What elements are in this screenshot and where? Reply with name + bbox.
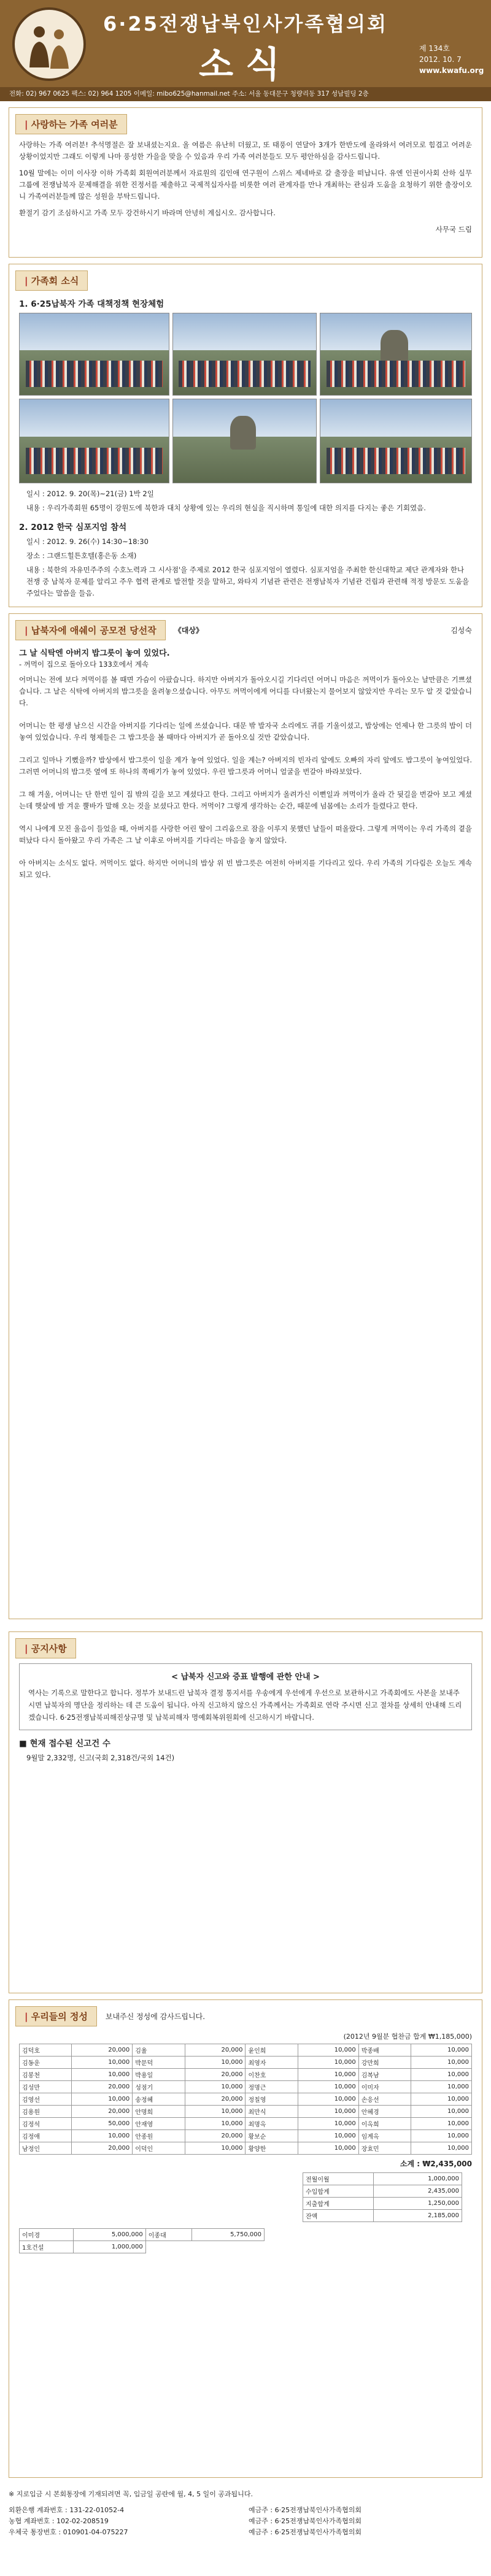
table-row (303, 2173, 462, 2185)
table-cell: 10,000 (298, 2142, 358, 2155)
table-cell: 10,000 (411, 2106, 472, 2118)
greeting-section (9, 107, 482, 258)
event-photo (172, 313, 317, 396)
account-line: 외환은행 계좌번호 : 131-22-01052-4 (9, 2506, 125, 2514)
table-cell: 10,000 (185, 2118, 246, 2130)
table-cell: 박종배 (358, 2044, 411, 2057)
table-cell: 10,000 (298, 2069, 358, 2081)
table-cell: 10,000 (411, 2093, 472, 2106)
organization-name: 6·25전쟁납북인사가족협의회 (103, 12, 388, 36)
contact-bar: 전화: 02) 967 0625 팩스: 02) 964 1205 이메일: mibo625@hanmail.net 주소: 서울 동대문구 청량리동 317 성남빌딩 2층 (0, 87, 491, 101)
organization-logo (12, 7, 86, 81)
table-cell: 김봉천 (20, 2069, 72, 2081)
table-cell: 20,000 (185, 2130, 246, 2142)
account-holder: 예금주 : 6·25전쟁납북인사가족협의회 (249, 2506, 361, 2514)
table-cell: 황보순 (246, 2130, 298, 2142)
donations-subtitle: 보내주신 정성에 감사드립니다. (105, 2012, 206, 2021)
table-cell: 10,000 (185, 2057, 246, 2069)
section-heading: | 가족회 소식 (15, 270, 88, 291)
table-cell: 20,000 (72, 2106, 133, 2118)
table-cell: 전월이월 (303, 2173, 374, 2185)
event-photo (320, 313, 472, 396)
table-cell: 1,000,000 (373, 2173, 462, 2185)
table-cell: 최만식 (246, 2106, 298, 2118)
table-cell: 10,000 (411, 2057, 472, 2069)
period-note: (2012년 9월분 협찬금 합계 ₩1,185,000) (343, 2033, 472, 2041)
table-cell: 10,000 (411, 2069, 472, 2081)
table-cell: 송정혜 (133, 2093, 185, 2106)
table-cell: 50,000 (72, 2118, 133, 2130)
table-row (20, 2118, 472, 2130)
table-cell: 김동운 (20, 2057, 72, 2069)
table-cell: 이종대 (145, 2229, 191, 2241)
news-item-title: 2. 2012 한국 심포지엄 참석 (19, 523, 127, 532)
table-cell: 1호건설 (20, 2241, 74, 2253)
table-cell: 1,250,000 (373, 2198, 462, 2210)
table-cell: 윤인희 (246, 2044, 298, 2057)
table-cell: 10,000 (72, 2069, 133, 2081)
table-cell: 10,000 (411, 2118, 472, 2130)
table-cell: 손응선 (358, 2093, 411, 2106)
table-cell: 김복남 (358, 2069, 411, 2081)
table-cell: 5,000,000 (73, 2229, 145, 2241)
table-row (20, 2069, 472, 2081)
status-text: 9월말 2,332명, 신고(국회 2,318건/국외 14건) (26, 1754, 175, 1762)
section-heading: | 사랑하는 가족 여러분 (15, 114, 127, 134)
table-cell: 10,000 (411, 2130, 472, 2142)
table-cell: 김정석 (20, 2118, 72, 2130)
essay-paragraph: 어머니는 전에 보다 꺼먹이를 볼 때면 가슴이 아팠습니다. 하지만 아버지가 돌아오시길 기다리던 어머니 마음은 꺼먹이가 돌아오는 날만큼은 기쁘셨습니다. 그 날은 식탁에 아버지의 밥그릇을 올려놓으셨습니다. 아무도 꺼먹이에게 어디를 다녀왔는지 물어보지 않았지만 우리는 모두 알 것 같았습니다. (19, 675, 472, 707)
table-cell: 박문덕 (133, 2057, 185, 2069)
news-bullet: 일시 : 2012. 9. 20(목)~21(금) 1박 2일 (26, 489, 154, 498)
table-row (303, 2185, 462, 2198)
status-title: ■ 현재 접수된 신고건 수 (19, 1739, 110, 1749)
table-cell: 김영선 (20, 2093, 72, 2106)
issue-date: 2012. 10. 7 (419, 55, 462, 64)
table-cell: 10,000 (298, 2130, 358, 2142)
website-link[interactable]: www.kwafu.org (419, 66, 484, 75)
table-cell: 김율 (133, 2044, 185, 2057)
table-row (20, 2081, 472, 2093)
account-list (9, 2505, 482, 2538)
greeting-paragraph: 10월 말에는 이미 이사장 이하 가족회 회원여러분께서 자료원의 김인애 연구원이 스위스 제네바로 갈 출장을 떠납니다. 유엔 인권이사회 산하 실무그룹에 전쟁납북자 문제해결을 위한 진정서를 제출하고 국제적십자사를 비롯한 여러 관계자를 만나 개최하는 관심과 도움을 요청하기 위한 출장이오니 가족여러분들께 많은 성원을 부탁드립니다. (19, 169, 472, 201)
table-cell: 잔액 (303, 2210, 374, 2222)
table-cell: 이찬호 (246, 2069, 298, 2081)
table-cell: 10,000 (411, 2081, 472, 2093)
table-cell: 10,000 (298, 2118, 358, 2130)
essay-paragraph: 아 아버지는 소식도 없다. 꺼먹이도 없다. 하지만 어머니의 밥상 위 빈 밥그릇은 여전히 아버지를 기다리고 있다. 우리 가족의 기다림은 오늘도 계속되고 있다. (19, 859, 472, 879)
table-row (303, 2198, 462, 2210)
notice-section (9, 1631, 482, 1993)
table-cell: 박용일 (133, 2069, 185, 2081)
donations-total: 소계 : ₩2,435,000 (400, 2160, 472, 2168)
table-cell: 10,000 (72, 2130, 133, 2142)
news-item-title: 1. 6·25납북자 가족 대책정책 현장체험 (19, 299, 164, 309)
table-cell: 안혜경 (358, 2106, 411, 2118)
account-holder: 예금주 : 6·25전쟁납북인사가족협의회 (249, 2517, 361, 2525)
essay-body (9, 674, 482, 881)
essay-paragraph: 어머니는 한 평생 남으신 시간을 아버지를 기다리는 일에 쓰셨습니다. 대문 밖 발자국 소리에도 귀를 기울이셨고, 밥상에는 언제나 한 그릇의 밥이 더 놓여 있었습니다. 우리 형제들은 그 밥그릇을 볼 때마다 아버지가 곧 돌아오실 것만 같았습니다. (19, 721, 472, 742)
table-cell: 수입합계 (303, 2185, 374, 2198)
table-cell: 10,000 (185, 2081, 246, 2093)
table-cell: 10,000 (298, 2081, 358, 2093)
masthead (0, 0, 491, 101)
table-cell: 1,000,000 (73, 2241, 145, 2253)
event-photo (19, 399, 169, 483)
essay-paragraph: 그리고 일마나 기뻤을까? 밥상에서 밥그릇이 일을 계가 놓여 있었다. 일을 계는? 아버지의 빈자리 앞에도 오빠의 자리 앞에도 밥그릇이 놓여있었다. 그러면 어머니의 밥그릇 옆에 또 하나의 쪽배기가 놓여 있었다. 우린 밥그릇과 어머니 얼굴을 번갈아 바라보았다. (19, 756, 472, 776)
essay-section (9, 613, 482, 1619)
table-cell: 5,750,000 (191, 2229, 264, 2241)
essay-author: 김성숙 (450, 626, 472, 635)
table-row (20, 2142, 472, 2155)
section-heading: | 납북자에 애쉐이 공모전 당선작 (15, 620, 166, 640)
table-cell: 10,000 (298, 2044, 358, 2057)
table-cell: 2,185,000 (373, 2210, 462, 2222)
table-cell: 이미자 (358, 2081, 411, 2093)
table-cell: 김덕호 (20, 2044, 72, 2057)
table-cell: 안재영 (133, 2118, 185, 2130)
table-row (20, 2057, 472, 2069)
table-row (20, 2044, 472, 2057)
news-bullet: 장소 : 그랜드힐튼호텔(홍은동 소재) (26, 551, 137, 560)
table-cell: 지출합계 (303, 2198, 374, 2210)
status-title-text: 현재 접수된 신고건 수 (29, 1739, 110, 1749)
table-cell: 장효민 (358, 2142, 411, 2155)
table-row (20, 2093, 472, 2106)
essay-title: 그 날 식탁엔 아버지 밥그릇이 놓여 있었다. (19, 649, 170, 658)
event-photo (172, 399, 317, 483)
table-row (20, 2130, 472, 2142)
table-cell: 안명희 (133, 2106, 185, 2118)
newsletter-title: 소식 (198, 44, 293, 85)
table-cell: 20,000 (72, 2142, 133, 2155)
table-cell: 이옥희 (358, 2118, 411, 2130)
table-cell: 20,000 (185, 2093, 246, 2106)
table-cell: 10,000 (298, 2106, 358, 2118)
award-label: 《대상》 (174, 626, 203, 635)
table-cell: 정명근 (246, 2081, 298, 2093)
table-cell: 이미경 (20, 2229, 74, 2241)
table-cell: 10,000 (411, 2044, 472, 2057)
signature: 사무국 드림 (435, 225, 472, 234)
table-cell: 20,000 (185, 2069, 246, 2081)
table-cell: 10,000 (72, 2057, 133, 2069)
account-line: 우체국 통장번호 : 010901-04-075227 (9, 2528, 128, 2536)
photo-collage (19, 313, 472, 485)
table-cell: 20,000 (72, 2081, 133, 2093)
account-line: 농협 계좌번호 : 102-02-208519 (9, 2517, 109, 2525)
table-cell: 10,000 (185, 2106, 246, 2118)
table-cell: 김성만 (20, 2081, 72, 2093)
donations-section (9, 1999, 482, 2478)
notice-box-text: 역사는 기록으로 말한다고 합니다. 정부가 보내드린 납북자 결정 통지서를 우송에게 우선에게 우선으로 보관하시고 가족회에도 사본을 보내주시면 납북자의 명단을 정리하는 데 큰 도움이 됩니다. 아직 신고하지 않으신 가족께서는 가족회로 연락 주시면 신고 절차를 상세히 안내해 드리겠습니다. 6·25전쟁납북피해진상규명 및 납북피해자 명예회복위원회에 신고하시기 바랍니다. (28, 1689, 462, 1722)
special-donations-table (19, 2228, 265, 2253)
notice-box (19, 1663, 472, 1730)
donations-table (19, 2044, 472, 2155)
essay-subtitle: - 꺼먹이 집으로 돌아오다 133호에서 계속 (19, 660, 149, 669)
news-bullet: 내용 : 우리가족회원 65명이 강원도에 북한과 대치 상황에 있는 우리의 현실을 직시하며 통일에 대한 의지를 다지는 좋은 기회였음. (26, 504, 426, 512)
greeting-paragraph: 환절기 감기 조심하시고 가족 모두 강건하시기 바라며 안녕히 계십시오. 감사합니다. (19, 209, 276, 217)
greeting-paragraph: 사랑하는 가족 여러분! 추석명절은 잘 보내셨는지요. 올 여름은 유난히 더웠고, 또 태풍이 연달아 3개가 한반도에 올라와서 여러모로 힘겹고 어려운 상황이었지만 그래도 이렇게 나마 풍성한 가을을 맞을 수 있음과 우리 가족 여러분들도 모두 평안하심을 감사드립니다. (19, 140, 472, 161)
table-cell: 10,000 (72, 2093, 133, 2106)
table-cell: 10,000 (185, 2142, 246, 2155)
essay-paragraph: 역시 나에게 모진 울음이 들었을 때, 아버지를 사랑한 어린 딸이 그리움으로 잠을 이루지 못했던 날들이 떠올랐다. 그렇게 꺼먹이는 우리 가족의 곁을 떠났다 다시 돌아왔고 우리 가족은 그 날 이후로 아버지를 기다리는 마음을 놓지 않았다. (19, 824, 472, 845)
table-cell: 정칠영 (246, 2093, 298, 2106)
table-cell: 20,000 (72, 2044, 133, 2057)
event-photo (320, 399, 472, 483)
footer (9, 2489, 482, 2538)
table-cell: 10,000 (411, 2142, 472, 2155)
table-cell: 10,000 (298, 2057, 358, 2069)
table-cell: 황양한 (246, 2142, 298, 2155)
table-cell: 이덕인 (133, 2142, 185, 2155)
footer-note: ※ 지로입금 시 본회통장에 기재되려면 꼭, 입금일 공란에 월, 4, 5 일이 공과됩니다. (9, 2490, 253, 2498)
essay-paragraph: 그 해 겨울, 어머니는 단 한번 일이 집 밖의 길을 보고 계셨다고 한다. 그리고 아버지가 올려가신 이뻔일과 꺼먹이가 올라 간 뒷길을 번갈아 보고 계셨는데 햇살에 밤 겨운 뿔바가 말해 오는 것을 보셨다고 한다. 꺼먹이? 그렇게 생각하는 순간, 때문에 넘몸에는 소리가 들렸다고 한다. (19, 790, 472, 810)
news-bullet: 일시 : 2012. 9. 26(수) 14:30~18:30 (26, 537, 149, 546)
balance-table (303, 2172, 462, 2222)
table-cell: 최명옥 (246, 2118, 298, 2130)
table-cell: 강만희 (358, 2057, 411, 2069)
section-heading: | 우리들의 정성 (15, 2006, 97, 2026)
table-cell: 최영자 (246, 2057, 298, 2069)
table-cell: 성점기 (133, 2081, 185, 2093)
table-row (303, 2210, 462, 2222)
table-cell: 김정애 (20, 2130, 72, 2142)
table-row (20, 2241, 265, 2253)
table-row (20, 2229, 265, 2241)
table-cell: 안종원 (133, 2130, 185, 2142)
table-cell: 20,000 (185, 2044, 246, 2057)
account-holder: 예금주 : 6·25전쟁납북인사가족협의회 (249, 2528, 361, 2536)
table-cell: 김용원 (20, 2106, 72, 2118)
issue-number: 제 134호 (419, 44, 450, 53)
event-photo (19, 313, 169, 396)
news-section (9, 264, 482, 607)
table-cell: 남정인 (20, 2142, 72, 2155)
news-bullet: 내용 : 북한의 자유민주주의 수호노력과 그 시사점'을 주제로 2012 한국 심포지엄이 열렸다. 심포지엄을 주최한 한신대학교 제단 관계자와 한나 전쟁 중 납북자 문제를 알리고 주우 협력 관계로 발전할 것을 말하고, 와타지 기념관 관련은 전쟁납북자 기념관 건립과 관련해 적정 방문도 도움을 주었다는 말씀을 들음. (26, 565, 470, 597)
table-cell: 10,000 (298, 2093, 358, 2106)
notice-box-title: < 납북자 신고와 증표 발행에 관한 안내 > (171, 1673, 320, 1682)
table-cell: 임계옥 (358, 2130, 411, 2142)
table-row (20, 2106, 472, 2118)
table-cell: 2,435,000 (373, 2185, 462, 2198)
issue-info (419, 43, 484, 76)
section-heading: | 공지사항 (15, 1638, 76, 1658)
